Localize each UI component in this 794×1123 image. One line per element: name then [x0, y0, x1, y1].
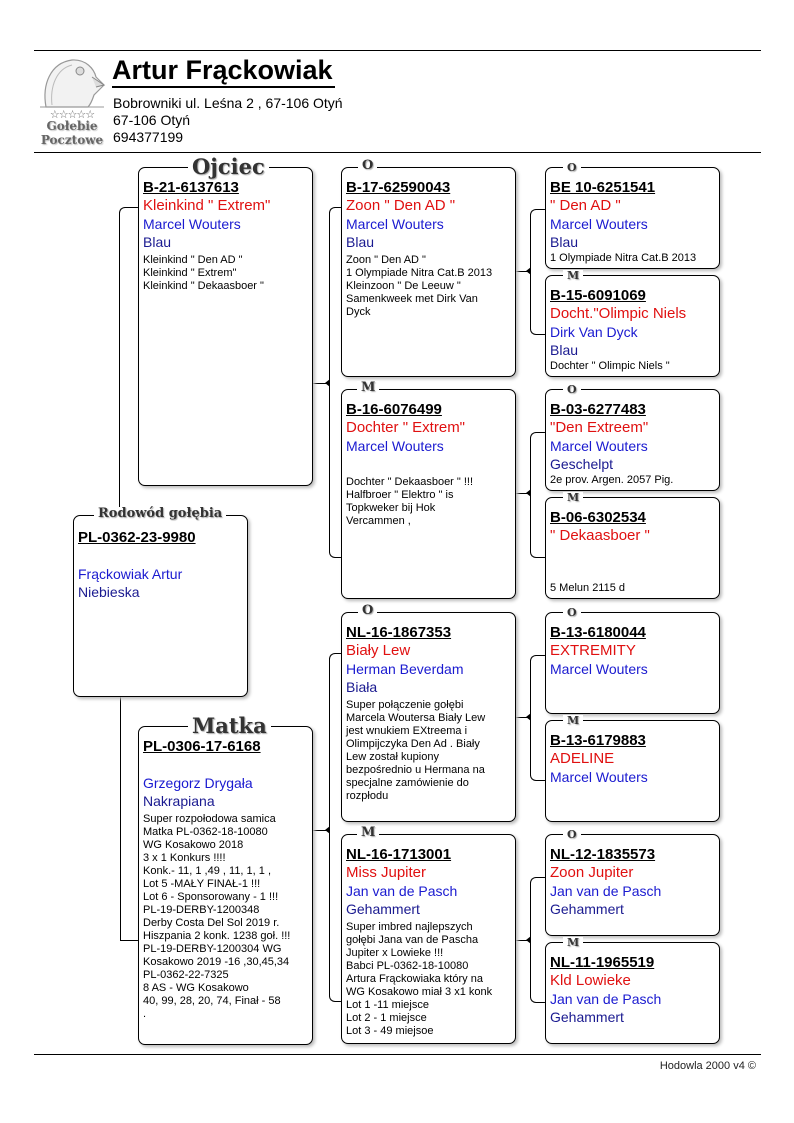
- sire-sire-card[interactable]: [341, 167, 516, 377]
- breeder: Marcel Wouters: [346, 438, 444, 454]
- pigeon-name: Miss Jupiter: [346, 864, 427, 881]
- notes: Zoon " Den AD " 1 Olympiade Nitra Cat.B 2013 Kleinzoon " De Leeuw " Samenkweek met Dirk Van Dyck: [346, 254, 493, 318]
- color: Biała: [346, 679, 378, 695]
- color: Gehammert: [550, 901, 624, 917]
- pigeon-name: ADELINE: [550, 750, 615, 767]
- notes: Super połączenie gołębi Marcela Woutersa Biały Lew jest wnukiem EXtreema i Olimpijczyka Den Ad . Biały Lew został kupiony bezpośrednio u Hermana na specjalne zamówienie do rozpłodu: [346, 699, 486, 802]
- sire-dam-card[interactable]: [341, 389, 516, 599]
- notes: Super rozpołodowa samica Matka PL-0362-18-10080 WG Kosakowo 2018 3 x 1 Konkurs !!!! Konk.- 11, 1 ,49 , 11, 1, 1 , Lot 5 -MAŁY FINAŁ-1 !!! Lot 6 - Sponsorowany - 1 !!! PL-19-DERBY-1200348 Derby Costa Del Sol 2019 r. Hiszpania 2 konk. 1238 goł. !!! PL-19-DERBY-1200304 WG Kosakowo 2019 -16 ,30,45,34 PL-0362-22-7325 8 AS - WG Kosakowo 40, 99, 28, 20, 74, Finał - 58 .: [143, 813, 291, 1020]
- great-grandparent-card[interactable]: [545, 942, 720, 1044]
- ring-number: B-03-6277483: [550, 401, 646, 418]
- dam-card[interactable]: [138, 726, 313, 1045]
- connector-gp1-bracket: [530, 209, 546, 335]
- breeder: Marcel Wouters: [550, 438, 648, 454]
- female-label: M: [563, 270, 583, 281]
- male-label: O: [563, 162, 581, 173]
- breeder: Marcel Wouters: [143, 216, 241, 232]
- owner-phone: 694377199: [113, 129, 184, 145]
- footer-text: Hodowla 2000 v4 ©: [659, 1060, 756, 1072]
- female-label: M: [563, 715, 583, 726]
- notes: Super imbred najlepszych gołębi Jana van de Pascha Jupiter x Lowieke !!! Babci PL-0362-18-10080 Artura Frąckowiaka który na WG Kosakowo miał 3 x1 konk Lot 1 -11 miejsce Lot 2 - 1 miejsce Lot 3 - 49 miejsoe: [346, 921, 493, 1037]
- pigeon-name: "Den Extreem": [550, 419, 649, 436]
- pigeon-name: Docht."Olimpic Niels: [550, 305, 687, 322]
- sire-card[interactable]: [138, 167, 313, 486]
- breeder: Jan van de Pasch: [550, 991, 662, 1007]
- pigeon-name: Kld Lowieke: [550, 972, 631, 989]
- dam-sire-card[interactable]: [341, 612, 516, 822]
- breeder: Jan van de Pasch: [346, 883, 458, 899]
- color: Geschelpt: [550, 456, 614, 472]
- pigeon-name: EXTREMITY: [550, 642, 636, 659]
- ring-number: PL-0306-17-6168: [143, 738, 261, 755]
- color: Blau: [143, 234, 172, 250]
- ring-number: BE 10-6251541: [550, 179, 656, 196]
- ring-number: B-13-6180044: [550, 624, 646, 641]
- ring-number: NL-12-1835573: [550, 846, 656, 863]
- breeder: Marcel Wouters: [346, 216, 444, 232]
- male-label: O: [358, 159, 377, 172]
- great-grandparent-card[interactable]: [545, 612, 720, 714]
- breeder: Herman Beverdam: [346, 661, 464, 677]
- great-grandparent-card[interactable]: [545, 275, 720, 377]
- notes: Dochter " Olimpic Niels ": [550, 360, 670, 372]
- color: Nakrapiana: [143, 793, 215, 809]
- breeder: Jan van de Pasch: [550, 883, 662, 899]
- header-top-rule: [34, 50, 761, 51]
- owner-name: Artur Frąckowiak: [112, 55, 335, 88]
- header-bottom-rule: [34, 152, 761, 153]
- ring-number: B-21-6137613: [143, 179, 239, 196]
- male-label: O: [563, 384, 581, 395]
- connector-gp3-bracket: [530, 655, 546, 781]
- owner-city: 67-106 Otyń: [113, 112, 191, 128]
- male-label: O: [563, 829, 581, 840]
- pigeon-name: Dochter " Extrem": [346, 419, 466, 436]
- great-grandparent-card[interactable]: [545, 497, 720, 599]
- ring-number: B-16-6076499: [346, 401, 442, 418]
- female-label: M: [563, 492, 583, 503]
- pigeon-name: Zoon Jupiter: [550, 864, 634, 881]
- owner-address: Bobrowniki ul. Leśna 2 , 67-106 Otyń: [113, 95, 343, 111]
- connector-dam-stub: [120, 940, 139, 941]
- sire-label: Ojciec: [188, 156, 269, 177]
- logo-text-line1: Gołebie: [46, 119, 98, 133]
- great-grandparent-card[interactable]: [545, 834, 720, 936]
- female-label: M: [563, 937, 583, 948]
- ring-number: NL-16-1713001: [346, 846, 452, 863]
- female-label: M: [357, 826, 379, 839]
- color: Blau: [550, 342, 579, 358]
- breeder: Frąckowiak Artur: [78, 566, 183, 582]
- notes: 2e prov. Argen. 2057 Pig.: [550, 474, 674, 486]
- pigeon-name: Kleinkind " Extrem": [143, 197, 271, 214]
- logo-stars: ☆☆☆☆☆: [49, 108, 95, 121]
- subject-label: Rodowód gołębia: [94, 507, 226, 520]
- breeder: Dirk Van Dyck: [550, 324, 638, 340]
- great-grandparent-card[interactable]: [545, 720, 720, 822]
- logo-text-line2: Pocztowe: [40, 133, 104, 147]
- connector-subject-dam: [120, 696, 121, 940]
- color: Blau: [346, 234, 375, 250]
- dam-dam-card[interactable]: [341, 834, 516, 1044]
- pigeon-name: " Den AD ": [550, 197, 621, 214]
- dam-label: Matka: [188, 715, 271, 736]
- ring-number: B-15-6091069: [550, 287, 646, 304]
- ring-number: B-13-6179883: [550, 732, 646, 749]
- female-label: M: [357, 381, 379, 394]
- ring-number: NL-11-1965519: [550, 954, 655, 971]
- notes: Kleinkind " Den AD " Kleinkind " Extrem" Kleinkind " Dekaasboer ": [143, 254, 264, 292]
- connector-gp2-bracket: [530, 432, 546, 558]
- color: Gehammert: [550, 1009, 624, 1025]
- color: Gehammert: [346, 901, 420, 917]
- pigeon-head-icon: [36, 55, 108, 110]
- pigeon-name: Biały Lew: [346, 642, 411, 659]
- pigeon-name: " Dekaasboer ": [550, 527, 650, 544]
- logo: [36, 55, 108, 147]
- subject-card[interactable]: [73, 515, 248, 697]
- connector-gp4-bracket: [530, 877, 546, 1003]
- ring-number: B-06-6302534: [550, 509, 646, 526]
- male-label: O: [358, 604, 377, 617]
- great-grandparent-card[interactable]: [545, 167, 720, 269]
- breeder: Grzegorz Drygała: [143, 775, 253, 791]
- great-grandparent-card[interactable]: [545, 389, 720, 491]
- color: Niebieska: [78, 584, 140, 600]
- notes: Dochter " Dekaasboer " !!! Halfbroer " Elektro " is Topkweker bij Hok Vercammen ,: [346, 476, 474, 527]
- breeder: Marcel Wouters: [550, 216, 648, 232]
- pigeon-name: Zoon " Den AD ": [346, 197, 456, 214]
- ring-number: B-17-62590043: [346, 179, 451, 196]
- breeder: Marcel Wouters: [550, 769, 648, 785]
- male-label: O: [563, 607, 581, 618]
- ring-number: NL-16-1867353: [346, 624, 452, 641]
- notes: 1 Olympiade Nitra Cat.B 2013: [550, 252, 697, 264]
- color: Blau: [550, 234, 579, 250]
- connector-subject-parents: [119, 207, 140, 518]
- breeder: Marcel Wouters: [550, 661, 648, 677]
- footer-rule: [34, 1054, 761, 1055]
- ring-number: PL-0362-23-9980: [78, 529, 196, 546]
- notes: 5 Melun 2115 d: [550, 582, 626, 594]
